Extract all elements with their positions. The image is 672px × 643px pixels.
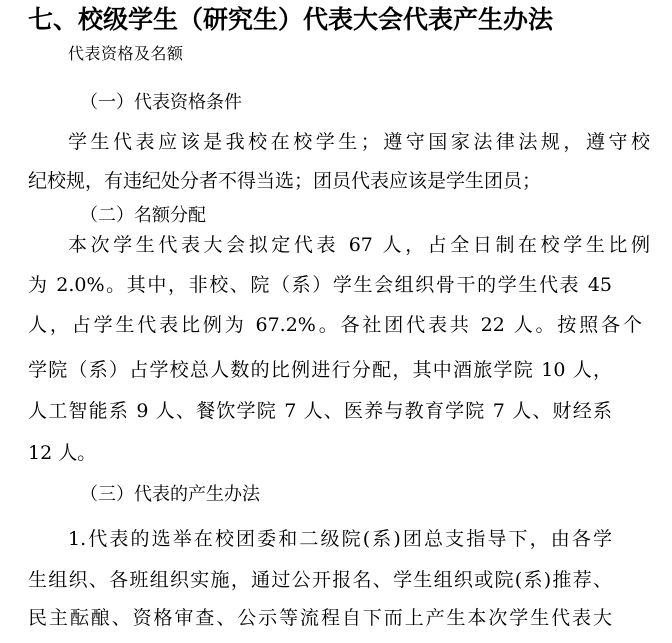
- section-heading-quota: （二）名额分配: [80, 205, 206, 226]
- paragraph-line: 学院（系）占学校总人数的比例进行分配，其中酒旅学院 10 人，: [28, 359, 612, 381]
- section-heading-qualifications: （一）代表资格条件: [80, 92, 242, 113]
- paragraph-line: 1.代表的选举在校团委和二级院(系)团总支指导下，由各学: [68, 528, 612, 550]
- paragraph-line: 人工智能系 9 人、餐饮学院 7 人、医养与教育学院 7 人、财经系: [28, 400, 612, 422]
- subtitle: 代表资格及名额: [68, 44, 184, 63]
- page-title: 七、校级学生（研究生）代表大会代表产生办法: [28, 5, 554, 34]
- paragraph-line: 12 人。: [28, 442, 97, 464]
- section-heading-election-method: （三）代表的产生办法: [80, 484, 260, 505]
- paragraph-line: 学生代表应该是我校在校学生；遵守国家法律法规，遵守校: [68, 131, 650, 153]
- paragraph-line: 民主酝酿、资格审查、公示等流程自下而上产生本次学生代表大: [28, 607, 612, 629]
- paragraph-line: 本次学生代表大会拟定代表 67 人，占全日制在校学生比例: [68, 234, 650, 256]
- paragraph-line: 纪校规，有违纪处分者不得当选；团员代表应该是学生团员；: [28, 170, 542, 192]
- paragraph-line: 人，占学生代表比例为 67.2%。各社团代表共 22 人。按照各个: [28, 314, 642, 336]
- paragraph-line: 生组织、各班组织实施，通过公开报名、学生组织或院(系)推荐、: [28, 569, 612, 591]
- paragraph-line: 为 2.0%。其中，非校、院（系）学生会组织骨干的学生代表 45: [28, 274, 612, 296]
